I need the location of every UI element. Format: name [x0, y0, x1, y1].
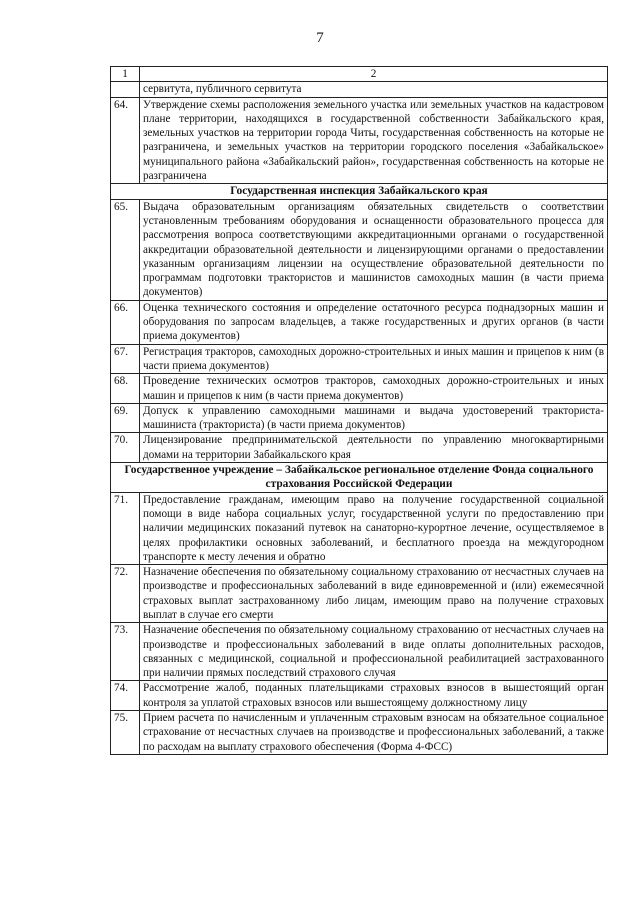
row-number: 67. — [111, 344, 140, 374]
row-text: Прием расчета по начисленным и уплаченным страховым взносам на обязательное социальное страхование от несчастных случаев на производстве и профессиональных заболеваний, а также по расходам на выплату страхового обеспечения (Форма 4-ФСС) — [140, 711, 608, 755]
row-number: 74. — [111, 681, 140, 711]
table-row — [111, 374, 608, 404]
row-number: 71. — [111, 492, 140, 564]
row-text: Лицензирование предпринимательской деятельности по управлению многоквартирными домами на территории Забайкальского края — [140, 433, 608, 463]
table-row — [111, 492, 608, 564]
section-heading-row — [111, 463, 608, 493]
table-row — [111, 681, 608, 711]
row-number — [111, 82, 140, 97]
row-number: 66. — [111, 300, 140, 344]
table-row — [111, 433, 608, 463]
row-number: 64. — [111, 97, 140, 184]
table-row — [111, 565, 608, 623]
row-text: Проведение технических осмотров тракторов, самоходных дорожно-строительных и иных машин и прицепов к ним (в части приема документов) — [140, 374, 608, 404]
row-text: Оценка технического состояния и определение остаточного ресурса поднадзорных машин и оборудования по запросам владельцев, а также государственных и других органов (в части приема документов) — [140, 300, 608, 344]
table-row — [111, 97, 608, 184]
row-text: Допуск к управлению самоходными машинами и выдача удостоверений тракториста-машиниста (тракториста) (в части приема документов) — [140, 403, 608, 433]
table-row — [111, 199, 608, 300]
row-text: Утверждение схемы расположения земельного участка или земельных участков на кадастровом плане территории, находящихся в государственной собственности Забайкальского края, земельных участков на территории города Читы, государственная собственность на которые не разграничена, и земельных участков на территории городского поселения «Забайкальское» муниципального района «Забайкальский район», государственная собственность на которые не разграничена — [140, 97, 608, 184]
row-text: сервитута, публичного сервитута — [140, 82, 608, 97]
row-number: 73. — [111, 623, 140, 681]
row-number: 65. — [111, 199, 140, 300]
table-row — [111, 623, 608, 681]
table-row — [111, 344, 608, 374]
row-number: 70. — [111, 433, 140, 463]
row-text: Назначение обеспечения по обязательному социальному страхованию от несчастных случаев на производстве и профессиональных заболеваний в виде оплаты дополнительных расходов, связанных с медицинской, социальной и профессиональной реабилитацией застрахованного при наличии прямых последствий страхового случая — [140, 623, 608, 681]
table-row — [111, 711, 608, 755]
table-row — [111, 300, 608, 344]
table-header-row — [111, 67, 608, 82]
row-number: 69. — [111, 403, 140, 433]
row-text: Назначение обеспечения по обязательному социальному страхованию от несчастных случаев на производстве и профессиональных заболеваний в виде единовременной и (или) ежемесячной страховых выплат застрахованному либо лицам, имеющим право на получение страховых выплат в случае его смерти — [140, 565, 608, 623]
header-col-1: 1 — [111, 67, 140, 82]
row-text: Регистрация тракторов, самоходных дорожно-строительных и иных машин и прицепов к ним (в части приема документов) — [140, 344, 608, 374]
table-row — [111, 82, 608, 97]
services-table — [110, 66, 608, 755]
table-row — [111, 403, 608, 433]
section-heading: Государственное учреждение – Забайкальское региональное отделение Фонда социального страхования Российской Федерации — [111, 463, 608, 493]
row-number: 68. — [111, 374, 140, 404]
row-number: 75. — [111, 711, 140, 755]
section-heading: Государственная инспекция Забайкальского края — [111, 184, 608, 199]
row-number: 72. — [111, 565, 140, 623]
header-col-2: 2 — [140, 67, 608, 82]
page-number: 7 — [316, 30, 324, 46]
section-heading-row — [111, 184, 608, 199]
row-text: Предоставление гражданам, имеющим право на получение государственной социальной помощи в виде набора социальных услуг, государственной услуги по предоставлению при наличии медицинских показаний путевок на санаторно-курортное лечение, осуществляемое в целях профилактики основных заболеваний, и бесплатного проезда на междугородном транспорте к месту лечения и обратно — [140, 492, 608, 564]
row-text: Рассмотрение жалоб, поданных плательщиками страховых взносов в вышестоящий орган контроля за уплатой страховых взносов или вышестоящему должностному лицу — [140, 681, 608, 711]
row-text: Выдача образовательным организациям обязательных свидетельств о соответствии установленным требованиям оборудования и оснащенности образовательного процесса для рассмотрения вопроса соответствующими аккредитационными органами о государственной аккредитации образовательной деятельности и лицензирующими органами о предоставлении указанным организациям лицензии на осуществление образовательной деятельности по программам подготовки трактористов и машинистов самоходных машин (в части приема документов) — [140, 199, 608, 300]
